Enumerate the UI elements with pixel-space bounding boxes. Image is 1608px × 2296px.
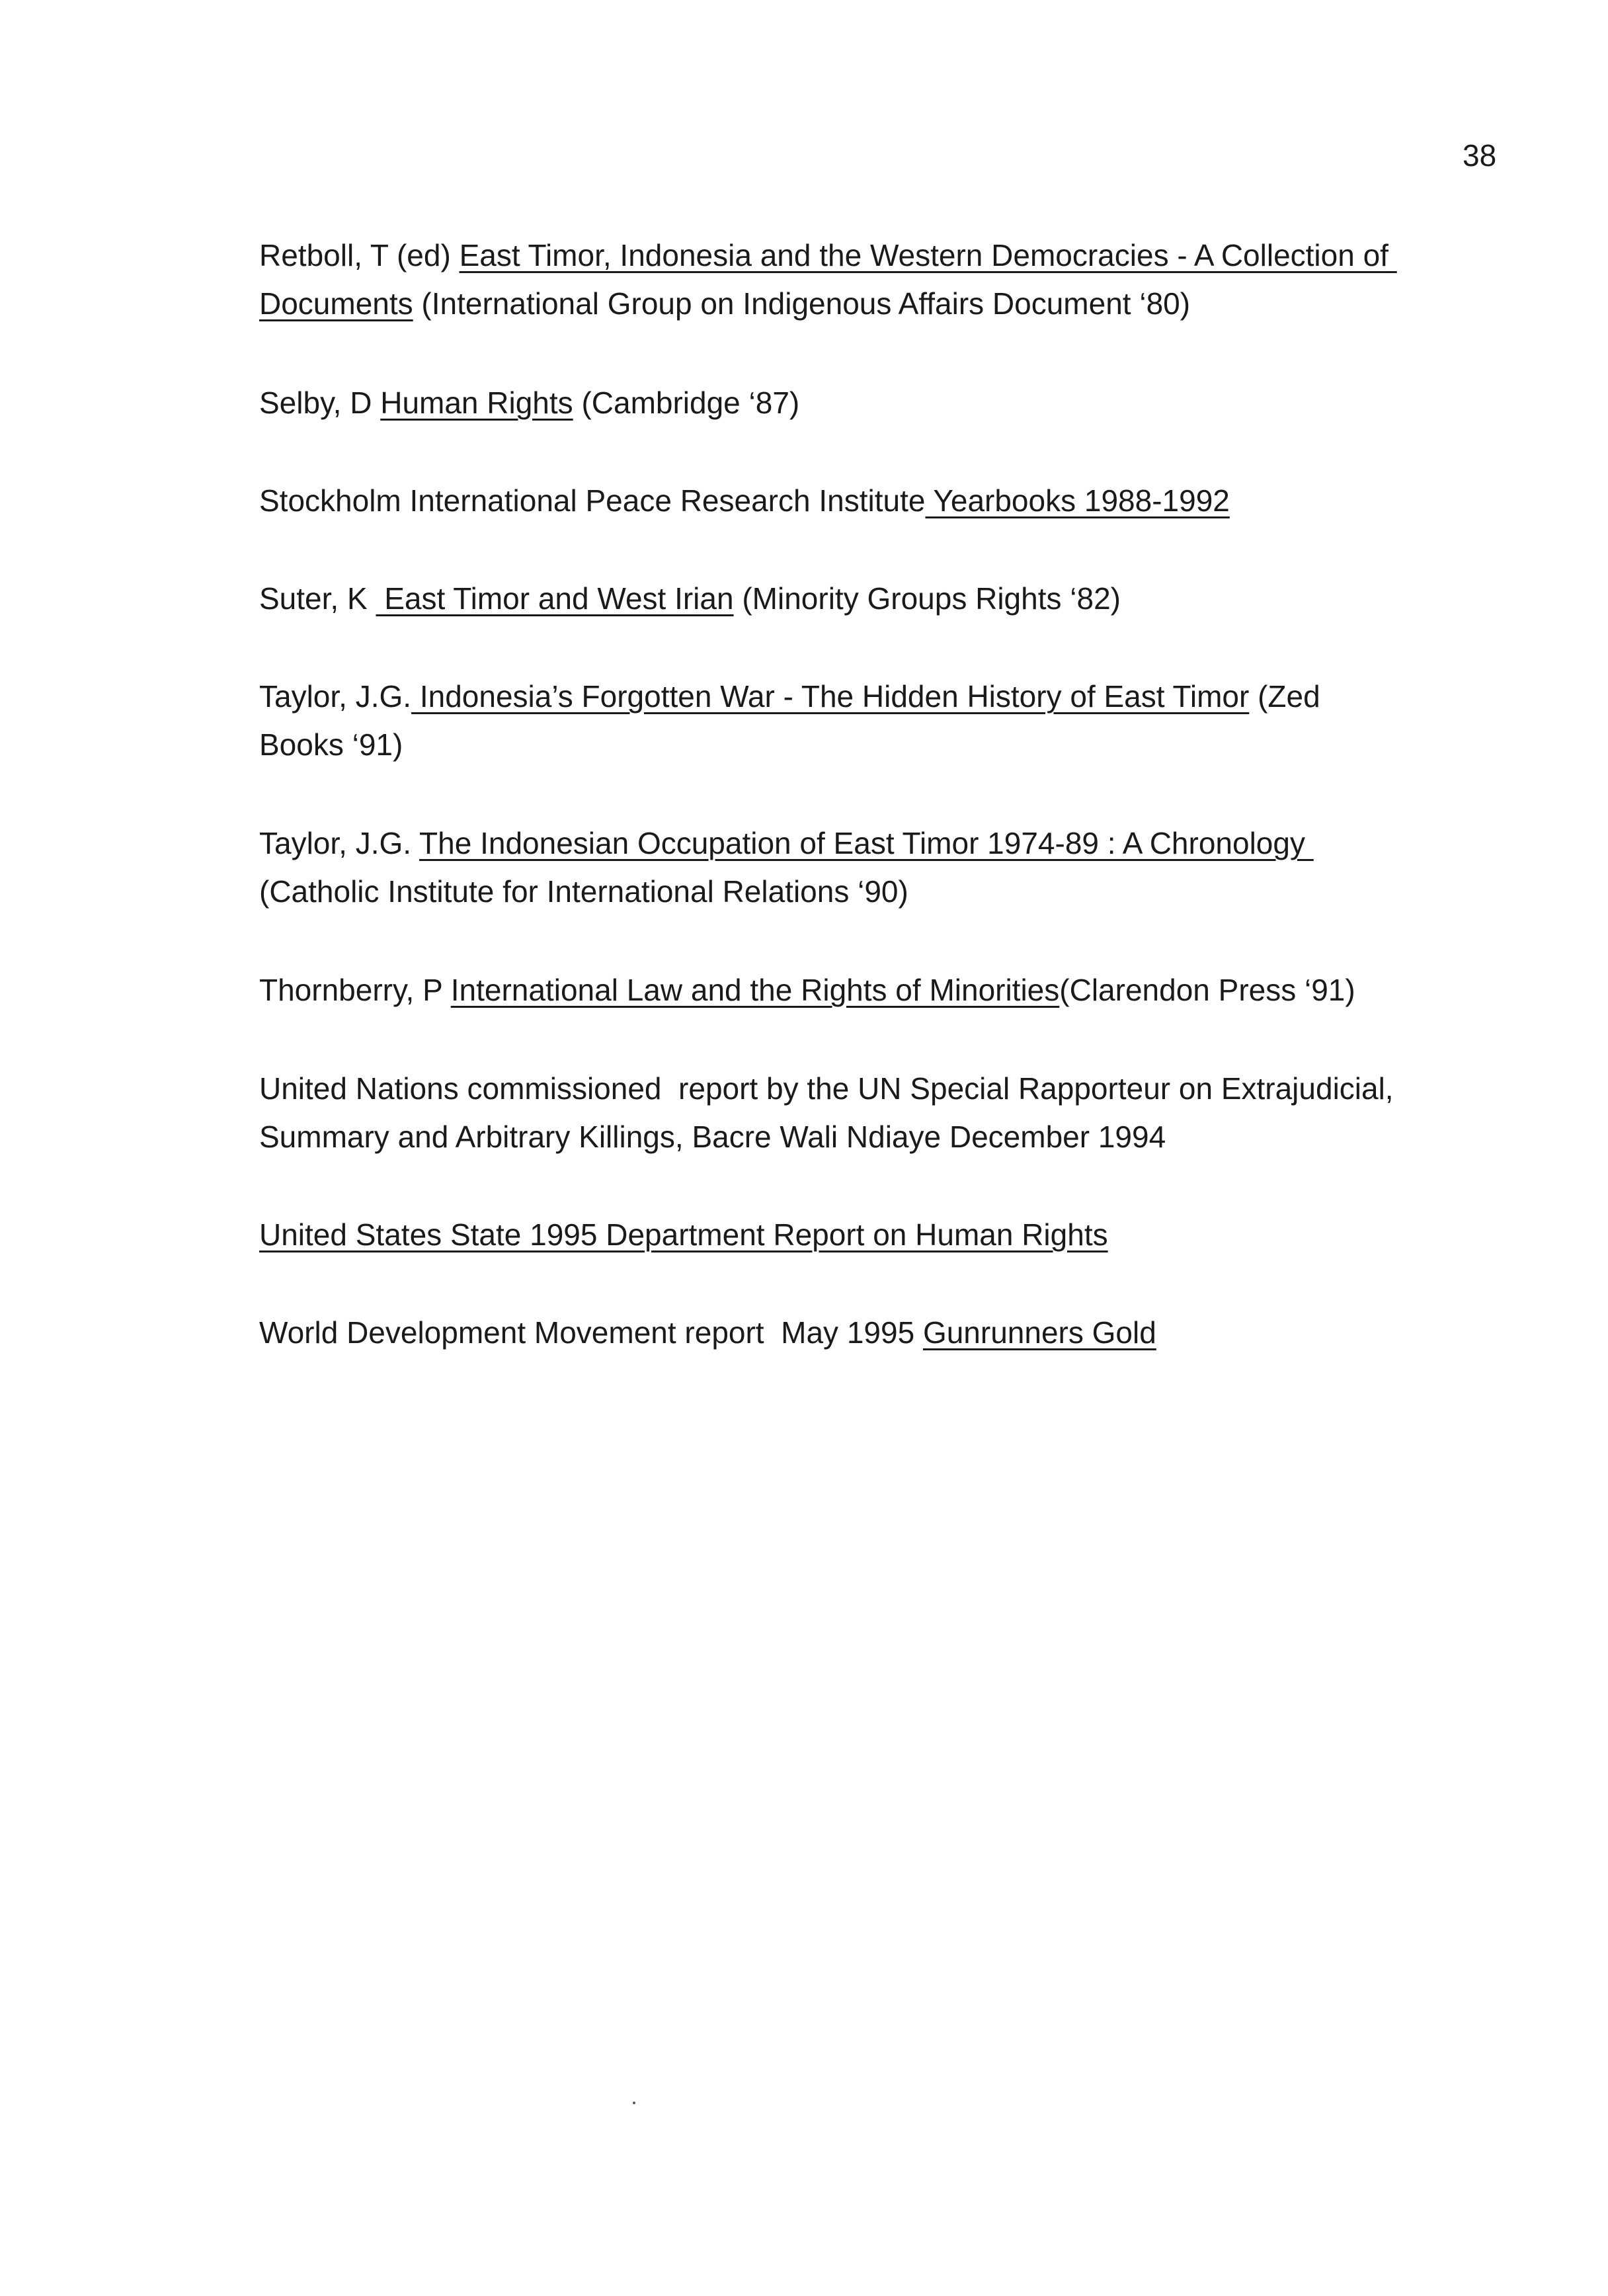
bibliography-entry-sipri <box>259 477 1403 525</box>
entry-title: International Law and the Rights of Minorities <box>450 973 1060 1007</box>
entry-title: East Timor and West Irian <box>376 581 734 616</box>
entry-publisher: (Cambridge ‘87) <box>573 386 800 420</box>
bibliography-entry-thornberry <box>259 966 1403 1014</box>
entry-title: Yearbooks 1988-1992 <box>925 483 1230 518</box>
bibliography-entry-us-state-department <box>259 1211 1403 1259</box>
bibliography-entry-suter <box>259 575 1403 623</box>
bibliography-entry-world-development-movement <box>259 1309 1403 1357</box>
entry-publisher: (Catholic Institute for International Relations ‘90) <box>259 826 1322 909</box>
bibliography-entry-selby <box>259 379 1403 427</box>
entry-author: Suter, K <box>259 581 376 616</box>
entry-author: United Nations commissioned report by the UN Special Rapporteur on Extrajudicial, Summary and Arbitrary Killings, Bacre Wali Ndiaye December 1994 <box>259 1071 1402 1154</box>
scan-speck <box>633 2102 635 2104</box>
page-number: 38 <box>1463 138 1497 173</box>
entry-author: Selby, D <box>259 386 381 420</box>
bibliography-entry-retboll <box>259 231 1403 328</box>
entry-publisher: (Minority Groups Rights ‘82) <box>733 581 1121 616</box>
entry-author: Thornberry, P <box>259 973 451 1007</box>
entry-author: World Development Movement report May 1995 <box>259 1315 923 1350</box>
entry-title: Gunrunners Gold <box>922 1315 1156 1350</box>
bibliography-entry-united-nations <box>259 1065 1403 1161</box>
entry-title: The Indonesian Occupation of East Timor 1974-89 : A Chronology <box>419 826 1314 860</box>
entry-author: Stockholm International Peace Research Institute <box>259 483 926 518</box>
bibliography-entry-taylor-forgotten-war <box>259 673 1403 769</box>
entry-author: Taylor, J.G. <box>259 679 412 714</box>
entry-title: Indonesia’s Forgotten War - The Hidden History of East Timor <box>411 679 1250 714</box>
bibliography-list <box>259 231 1403 1406</box>
entry-title: Human Rights <box>380 386 573 420</box>
entry-publisher: (International Group on Indigenous Affairs Document ‘80) <box>413 286 1191 321</box>
entry-publisher: (Clarendon Press ‘91) <box>1059 973 1355 1007</box>
entry-title: East Timor, Indonesia and the Western Democracies - A Collection of Documents <box>259 238 1397 321</box>
bibliography-entry-taylor-chronology <box>259 819 1403 916</box>
entry-title: United States State 1995 Department Report on Human Rights <box>259 1217 1108 1252</box>
entry-publisher: (Zed Books ‘91) <box>259 679 1329 762</box>
entry-author: Retboll, T (ed) <box>259 238 460 272</box>
entry-author: Taylor, J.G. <box>259 826 420 860</box>
